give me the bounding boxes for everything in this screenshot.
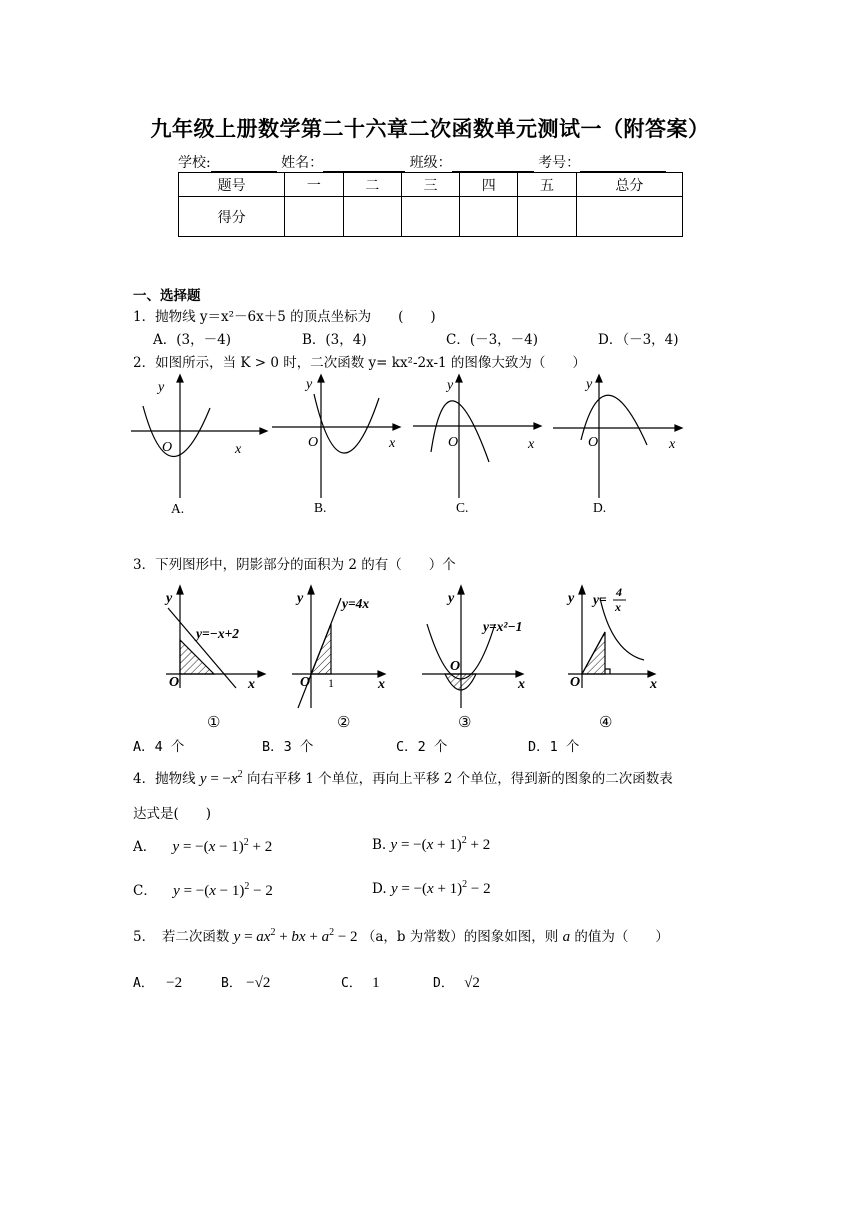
figure-2-label: y=4x — [342, 596, 370, 611]
q5-option-b[interactable] — [221, 972, 270, 992]
svg-text:y: y — [448, 591, 455, 606]
q4-stem-part-2: 向右平移 1 个单位，再向上平移 2 个单位，得到新的图象的二次函数表 — [246, 771, 673, 787]
q4-option-a[interactable]: A． $y = -(x - 1)^2 + 2$ — [133, 837, 273, 855]
q4-option-c-label: C． — [133, 883, 157, 899]
q5-option-a-value: −2 — [166, 975, 183, 991]
q4-option-d-label: D. — [372, 881, 387, 897]
score-row — [179, 197, 683, 237]
school-label: 学校: — [178, 155, 211, 171]
y-arrow-icon — [456, 375, 462, 382]
svg-text:O: O — [300, 675, 311, 690]
figure-4-label: y= — [593, 592, 607, 607]
origin-label: O — [162, 440, 173, 455]
y-arrow-icon — [596, 375, 602, 382]
x-label: x — [528, 437, 535, 452]
score-cell[interactable] — [460, 197, 518, 237]
q1-option-c[interactable]: C．(－3，－4) — [446, 332, 539, 348]
class-label: 班级： — [409, 155, 452, 171]
score-header-row — [179, 173, 683, 197]
q4-option-b[interactable]: B. $y = -(x + 1)^2 + 2$ — [372, 835, 491, 853]
y-label: y — [586, 377, 593, 392]
q3-option-b[interactable]: B．3 个 — [262, 739, 314, 755]
figure-4-number: ④ — [599, 715, 613, 730]
q5-option-c-label: C． — [341, 976, 362, 991]
q5-option-d-value: √2 — [464, 975, 480, 991]
y-label: y — [158, 380, 165, 395]
y-arrow-icon — [177, 586, 183, 594]
score-cell[interactable] — [576, 197, 682, 237]
name-field[interactable] — [323, 157, 405, 172]
q4-stem-part-1: 4．抛物线 — [133, 771, 196, 787]
score-cell[interactable] — [343, 197, 401, 237]
header-cell: 二 — [343, 173, 401, 197]
x-label: x — [669, 437, 676, 452]
score-cell[interactable] — [401, 197, 459, 237]
figure-4-hyperbola — [600, 598, 644, 660]
name-label: 姓名： — [281, 155, 324, 171]
school-field[interactable] — [211, 157, 277, 172]
page-title: 九年级上册数学第二十六章二次函数单元测试一（附答案） — [150, 117, 710, 141]
svg-text:x: x — [248, 677, 255, 692]
header-cell: 题号 — [179, 173, 285, 197]
figure-3-label: y=x²−1 — [483, 619, 523, 634]
x-arrow-icon — [393, 424, 400, 430]
figure-1-label: y=−x+2 — [196, 626, 240, 641]
svg-text:O: O — [450, 659, 461, 674]
figure-2-number: ② — [337, 715, 351, 730]
exam-no-label: 考号： — [538, 155, 581, 171]
origin-label: O — [588, 435, 599, 450]
svg-text:y: y — [297, 591, 304, 606]
q5-option-b-label: B． — [221, 976, 242, 991]
q2-option-b[interactable]: B. — [314, 500, 327, 515]
q1-option-a[interactable]: A．(3，－4) — [153, 332, 231, 348]
origin-label: O — [308, 435, 319, 450]
figure-4 — [568, 586, 655, 688]
q1-option-b[interactable]: B．(3，4) — [302, 332, 367, 348]
header-cell: 三 — [401, 173, 459, 197]
q4-formula: $y = -x^2$ — [199, 769, 243, 787]
x-label: x — [389, 436, 396, 451]
origin-label: O — [448, 435, 459, 450]
y-label: y — [306, 377, 313, 392]
fraction-denominator: x — [615, 600, 621, 614]
question-4-stem — [133, 767, 673, 788]
q3-option-d[interactable]: D．1 个 — [528, 739, 580, 755]
y-arrow-icon — [308, 586, 314, 594]
q2-option-d[interactable]: D. — [593, 500, 607, 515]
figure-3 — [422, 586, 523, 708]
graph-b-parabola — [314, 394, 379, 453]
x-arrow-icon — [258, 671, 265, 677]
score-cell[interactable] — [285, 197, 343, 237]
figure-1-number: ① — [207, 715, 221, 730]
svg-text:x: x — [378, 677, 385, 692]
figure-2-line — [298, 598, 341, 708]
question-3-stem: 3．下列图形中，阴影部分的面积为 2 的有（ ）个 — [133, 557, 456, 573]
y-arrow-icon — [177, 375, 183, 382]
x-label: x — [235, 442, 242, 457]
q4-option-d[interactable]: D. $y = -(x + 1)^2 - 2$ — [372, 879, 491, 897]
q5-stem-part-2: （a，b 为常数）的图象如图，则 — [361, 929, 559, 945]
svg-text:x: x — [518, 677, 525, 692]
header-cell: 五 — [518, 173, 576, 197]
svg-text:O: O — [570, 675, 581, 690]
x-arrow-icon — [534, 423, 541, 429]
question-5-stem — [133, 925, 669, 946]
tick-label-one: 1 — [328, 676, 334, 690]
q5-stem-part-3: 的值为（ ） — [574, 929, 669, 945]
y-label: y — [447, 378, 454, 393]
q2-option-c[interactable]: C. — [456, 500, 469, 515]
header-cell: 一 — [285, 173, 343, 197]
q5-option-d[interactable] — [433, 972, 480, 992]
exam-no-field[interactable] — [580, 157, 666, 172]
q4-option-b-label: B. — [372, 837, 387, 853]
score-row-label: 得分 — [179, 197, 285, 237]
q4-option-a-label: A． — [133, 839, 157, 855]
y-arrow-icon — [579, 586, 585, 594]
q5-option-a[interactable] — [133, 972, 182, 992]
svg-text:O: O — [169, 675, 180, 690]
q5-option-a-label: A． — [133, 976, 154, 991]
q2-option-a[interactable]: A. — [171, 501, 185, 516]
question-1-stem: 1．抛物线 y＝x²－6x＋5 的顶点坐标为 ( ) — [133, 309, 436, 325]
y-arrow-icon — [318, 375, 324, 382]
svg-text:x: x — [650, 677, 657, 692]
right-angle-mark — [605, 669, 610, 674]
svg-text:y: y — [568, 591, 575, 606]
q3-graphs — [150, 580, 670, 730]
q5-option-b-value: −√2 — [246, 975, 271, 991]
q5-option-c-value: 1 — [372, 975, 380, 991]
question-2-stem: 2．如图所示，当 K > 0 时，二次函数 y= kx²-2x-1 的图像大致为（ ） — [133, 355, 586, 371]
q2-graphs — [125, 370, 705, 520]
q1-option-d[interactable]: D．（－3，4) — [598, 332, 679, 348]
graph-a[interactable] — [131, 375, 267, 498]
header-cell: 四 — [460, 173, 518, 197]
graph-b[interactable] — [272, 375, 400, 498]
fraction-numerator: 4 — [616, 585, 622, 599]
svg-text:y: y — [166, 591, 173, 606]
class-field[interactable] — [452, 157, 534, 172]
x-arrow-icon — [260, 428, 267, 434]
score-table — [178, 172, 683, 237]
q5-formula: $y = ax^2$ + bx + $a^2 - 2$ — [233, 927, 358, 945]
score-cell[interactable] — [518, 197, 576, 237]
graph-c-parabola — [431, 401, 489, 462]
header-cell: 总分 — [576, 173, 682, 197]
q3-option-c[interactable]: C．2 个 — [396, 739, 448, 755]
q5-option-c[interactable] — [341, 972, 380, 992]
section-heading: 一、选择题 — [133, 288, 201, 304]
q5-variable-a: a — [562, 929, 571, 945]
q5-stem-part-1: 5． 若二次函数 — [133, 929, 230, 945]
x-arrow-icon — [675, 425, 682, 431]
graph-d[interactable] — [553, 375, 682, 498]
graph-c[interactable] — [413, 375, 541, 498]
question-4-stem-continued: 达式是( ) — [133, 806, 212, 822]
student-info-line — [178, 152, 698, 172]
q3-option-a[interactable]: A．4 个 — [133, 739, 185, 755]
y-arrow-icon — [458, 586, 464, 594]
figure-3-number: ③ — [458, 715, 472, 730]
q4-option-c[interactable]: C． $y = -(x - 1)^2 - 2$ — [133, 881, 273, 899]
q5-option-d-label: D． — [433, 976, 454, 991]
